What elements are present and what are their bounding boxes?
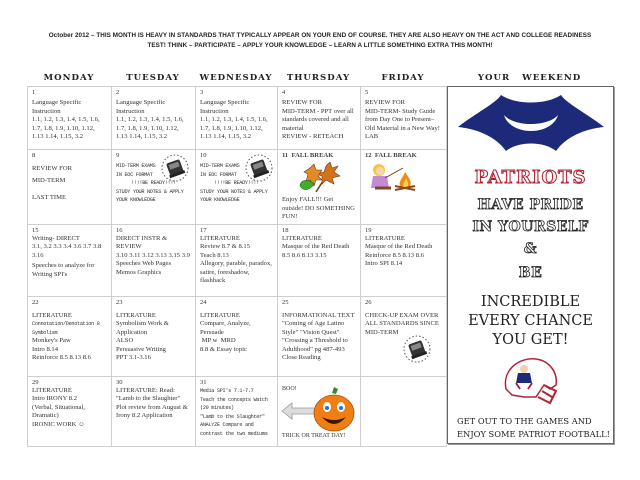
cell-line: REVIEW - RETEACH: [282, 133, 344, 141]
day-cell-30: [112, 376, 196, 446]
cell-line: INFORMATIONAL TEXT: [282, 312, 355, 320]
day-cell-19: [361, 224, 447, 296]
day-cell-25: [278, 296, 361, 376]
cell-line: REVIEW FOR: [282, 99, 322, 107]
day-header-thursday: THURSDAY: [286, 73, 351, 83]
cell-line: 1.1, 1.2, 1.3, 1.4, 1.5, 1.6, 1.7, 1.8, 1.9, 1.10, 1.12, 1.13 1.14, 1.15, 3.2: [116, 116, 184, 141]
day-cell-29: [28, 376, 112, 446]
cell-line: Language Specific: [32, 99, 82, 107]
cell-line: Instruction: [32, 107, 61, 115]
day-header-wednesday: WEDNESDAY: [199, 73, 273, 83]
boo-text: BOO!: [282, 385, 297, 392]
cell-line: 8.8 & Essay topic: [200, 345, 247, 353]
day-cell-2: [112, 87, 196, 150]
day-cell-16: [112, 224, 196, 296]
cell-line: "Lamb to the Slaughter": [200, 413, 265, 420]
cell-line: "Crossing a Threshold to Adulthood" pg 487-493 Close Reading: [282, 337, 348, 362]
day-number: 26: [365, 298, 372, 306]
incredible-line-3: YOU GET!: [492, 332, 569, 348]
day-number: 3: [200, 89, 204, 96]
week-row: [28, 150, 447, 225]
week-row: [28, 87, 447, 150]
cell-line: Masque of the Red Death: [282, 243, 350, 251]
cell-line: 1.1, 1.2, 1.3, 1.4, 1.5, 1.6, 1.7, 1.8, 1.9, 1.10, 1.12, 1.13 1.14, 1.15, 3.2: [32, 116, 100, 141]
cell-line: Intro IRONY 8.2: [32, 395, 77, 403]
header-line-1: October 2012 – THIS MONTH IS HEAVY IN STANDARDS THAT TYPICALLY APPEAR ON YOUR END OF COURSE. THEY ARE ALSO HEAVY ON THE ACT AND COLLEGE READINESS: [48, 32, 592, 39]
ampersand-text: &: [523, 241, 538, 257]
cell-line: Instruction: [200, 107, 229, 115]
cell-line: PPT 3.1-3.16: [116, 354, 151, 362]
cell-line: Monkey's Paw: [32, 337, 71, 345]
typewriter-icon: [403, 335, 431, 363]
cell-line: 3.1, 3.2 3.3 3.4 3.6 3.7 3.8 3.16: [32, 243, 102, 259]
cell-line: STUDY YOUR NOTES & APPLY YOUR KNOWLEDGE: [116, 188, 184, 204]
day-number: 15: [32, 226, 39, 234]
day-cell-22: [28, 296, 112, 376]
cell-line: Teach 8.13: [200, 251, 229, 259]
patriots-wordmark: PATRIOTS: [448, 167, 613, 188]
cell-line: Review 8.7 & 8.15: [200, 243, 250, 251]
cell-line: MP w MRD: [200, 337, 236, 345]
day-number: 12: [365, 152, 372, 159]
cell-line: LITERATURE: [116, 312, 156, 320]
day-cell-11: [278, 150, 361, 225]
day-number: 2: [116, 89, 120, 96]
week-row: [28, 296, 447, 376]
be-text: BE: [518, 265, 543, 281]
cell-line: Connotation/Denotation 8 Symbolism: [32, 321, 100, 336]
day-header-weekend: YOUR WEEKEND: [477, 73, 582, 83]
cell-line: Reinforce 8.5 8.13 8.6: [32, 354, 91, 362]
in-yourself-text: IN YOURSELF: [472, 219, 589, 235]
weekend-panel: [447, 86, 614, 444]
autumn-leaves-icon: [296, 162, 342, 196]
day-number: 30: [116, 378, 123, 386]
trick-or-treat-text: TRICK OR TREAT DAY!: [282, 432, 346, 439]
day-cell-15: [28, 224, 112, 296]
day-cell-23: [112, 296, 196, 376]
cell-line: Writing- DIRECT: [32, 235, 80, 243]
cell-line: Masque of the Red Death: [365, 243, 433, 251]
cell-line: LITERATURE: [365, 235, 405, 243]
football-line-2: ENJOY SOME PATRIOT FOOTBALL!: [457, 429, 610, 439]
cell-line: MID-TERM - PPT over all standards covered and all material: [282, 107, 354, 132]
day-cell-3: [196, 87, 278, 150]
week-row: [28, 224, 447, 296]
cell-line: !!!!BE READY!!!!: [130, 180, 176, 187]
day-header-friday: FRIDAY: [381, 73, 425, 83]
day-cell-12: [361, 150, 447, 225]
day-number: 5: [365, 89, 369, 96]
cell-line: Language Specific: [116, 99, 166, 107]
cell-line: STUDY YOUR NOTES & APPLY YOUR KNOWLEDGE: [200, 188, 268, 204]
day-cell-8: [28, 150, 112, 225]
cell-line: !!!!BE READY!!!!: [213, 180, 259, 187]
cell-line: Media SPI's 7.1-7.7: [200, 388, 254, 395]
cell-line: LITERATURE: [200, 312, 240, 320]
day-number: 10: [200, 152, 207, 159]
day-cell-17: [196, 224, 278, 296]
day-header-monday: MONDAY: [43, 73, 95, 83]
day-number: 8: [32, 152, 36, 159]
day-number: 31: [200, 378, 207, 386]
cell-line: Compare, Analyze, Persuade: [200, 320, 251, 336]
fall-break-title: FALL BREAK: [291, 152, 334, 159]
day-cell-1: [28, 87, 112, 150]
cell-line: 3.10 3.11 3.12 3.13 3.15 3.9 Speeches Web Pages Memos Graphics: [116, 251, 190, 276]
cell-line: MID-TERM EXAMS: [116, 163, 156, 170]
have-pride-text: HAVE PRIDE: [477, 197, 584, 213]
cell-line: IRONIC WORK ☺: [32, 420, 85, 428]
page-header: [10, 31, 630, 51]
day-cell-9: [112, 150, 196, 225]
day-cell-26: [361, 296, 447, 376]
cell-line: LITERATURE: [282, 235, 322, 243]
day-number-title: [365, 152, 442, 160]
incredible-line-1: INCREDIBLE: [480, 294, 581, 310]
calendar-grid: [27, 86, 447, 447]
cell-line: MID-TERM EXAMS: [200, 163, 240, 170]
day-cell-24: [196, 296, 278, 376]
cell-line: Language Specific: [200, 99, 250, 107]
cell-line: Instruction: [116, 107, 145, 115]
cell-line: LITERATURE: [200, 235, 240, 243]
day-number: 18: [282, 226, 289, 234]
cell-line: DIRECT INSTR & REVIEW: [116, 235, 168, 251]
cell-line: 8.5 8.6 8.13 3.15: [282, 251, 327, 259]
day-number: 17: [200, 226, 207, 234]
cell-line: LITERATURE: [32, 312, 72, 320]
day-number: 29: [32, 378, 39, 386]
cell-line: Teach the concepts Watch (20 minutes): [200, 396, 268, 412]
day-header-tuesday: TUESDAY: [126, 73, 180, 83]
day-cell-31: [196, 376, 278, 446]
day-number: 19: [365, 226, 372, 234]
halloween-cell: [278, 376, 361, 446]
week-row: [28, 376, 447, 446]
cell-line: Irony 8.2 Application: [116, 412, 173, 420]
cell-line: CHECK-UP EXAM OVER ALL STANDARDS SINCE MID-TERM: [365, 312, 439, 336]
day-number: 11: [282, 152, 289, 159]
day-cell-5: [361, 87, 447, 150]
day-number-title: [282, 152, 356, 160]
cell-line: Enjoy FALL!!! Get outside! DO SOMETHING FUN!: [282, 196, 355, 221]
cell-line: MID-TERM- Study Guide from Day One to Present– Old Material in a New Way! LAB: [365, 107, 440, 141]
typewriter-icon: [161, 154, 189, 182]
campfire-girl-icon: [369, 162, 417, 192]
day-number: 1: [32, 89, 36, 96]
cell-line: MID-TERM: [32, 176, 66, 184]
football-line-1: GET OUT TO THE GAMES AND: [457, 416, 592, 426]
cell-line: Intro SPI 8.14: [365, 260, 403, 268]
tricorn-hat-logo: [456, 93, 606, 155]
cell-line: REVIEW FOR: [32, 165, 72, 173]
cell-line: LAST TIME: [32, 194, 67, 202]
cell-line: REVIEW FOR: [365, 99, 405, 107]
cell-line: Plot review from August &: [116, 403, 188, 411]
fall-break-title: FALL BREAK: [374, 152, 417, 159]
day-number: 24: [200, 298, 207, 306]
cell-line: (Verbal, Situational, Dramatic): [32, 403, 85, 420]
day-number: 4: [282, 89, 286, 96]
cell-line: Persuasive Writing: [116, 345, 166, 353]
cell-line: LITERATURE: Read: "Lamb to the Slaughter": [116, 387, 181, 403]
day-number: 16: [116, 226, 123, 234]
day-number: 25: [282, 298, 289, 306]
cell-line: Intro 8.14: [32, 345, 59, 353]
cell-line: Allegory, parable, paradox, satire, foreshadow, flashback: [200, 260, 272, 285]
day-number: 9: [116, 152, 120, 159]
pumpkin-arrow-icon: [280, 387, 356, 433]
typewriter-icon: [245, 154, 273, 182]
football-helmet-icon: [500, 355, 560, 405]
day-cell-4: [278, 87, 361, 150]
cell-line: LITERATURE: [32, 387, 72, 395]
day-cell-18: [278, 224, 361, 296]
day-number: 22: [32, 298, 39, 306]
incredible-line-2: EVERY CHANCE: [468, 313, 593, 329]
cell-line: IN EOC FORMAT: [116, 171, 153, 178]
day-number: 23: [116, 298, 123, 306]
cell-line: ANALYZE Compare and contrast the two mediums: [200, 422, 268, 437]
cell-line: Speeches to analyze for Writing SPI's: [32, 262, 95, 278]
cell-line: Symbolism Work & Application: [116, 320, 169, 336]
cell-line: Reinforce 8.5 8.13 8.6: [365, 251, 424, 259]
cell-line: IN EOC FORMAT: [200, 171, 237, 178]
day-cell-10: [196, 150, 278, 225]
cell-line: "Coming of Age Latino Style" "Vision Quest": [282, 320, 345, 336]
cell-line: 1.1, 1.2, 1.3, 1.4, 1.5, 1.6, 1.7, 1.8, 1.9, 1.10, 1.12, 1.13 1.14, 1.15, 3.2: [200, 116, 268, 141]
cell-line: ALSO: [116, 337, 134, 345]
empty-cell: [361, 376, 447, 446]
header-line-2: TEST! THINK – PARTICIPATE – APPLY YOUR KNOWLEDGE – LEARN A LITTLE SOMETHING EXTRA THIS MONTH!: [147, 42, 493, 49]
